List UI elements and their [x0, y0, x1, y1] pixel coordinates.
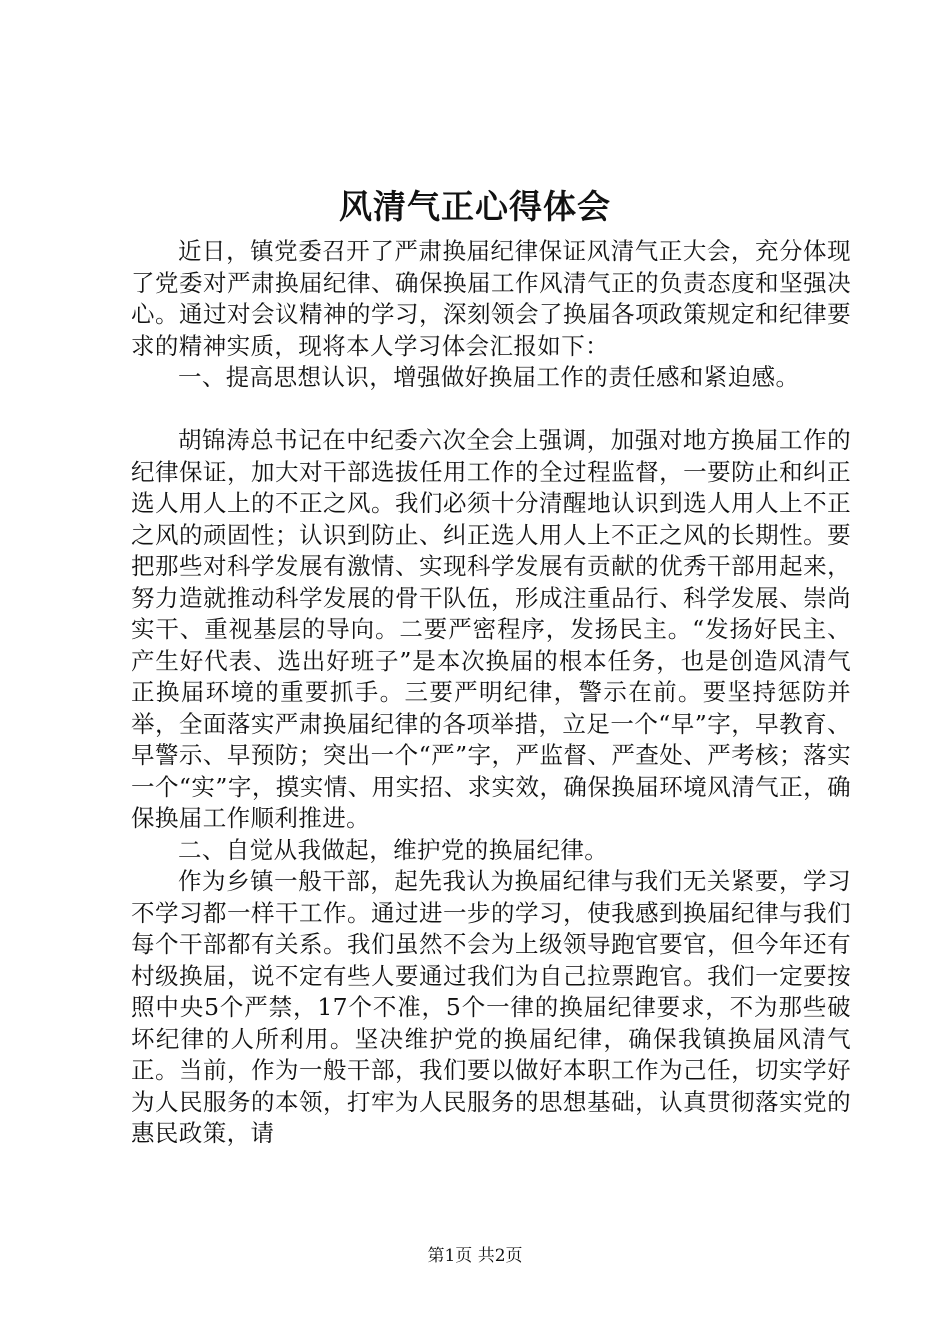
page-footer: 第1页 共2页	[427, 1246, 523, 1266]
section-1-paragraph: 胡锦涛总书记在中纪委六次全会上强调，加强对地方换届工作的纪律保证，加大对干部选拔任用工作的全过程监督，一要防止和纠正选人用人上的不正之风。我们必须十分清醒地认识到选人用人上不正之风的顽固性；认识到防止、纠正选人用人上不正之风的长期性。要把那些对科学发展有激情、实现科学发展有贡献的优秀干部用起来，努力造就推动科学发展的骨干队伍，形成注重品行、科学发展、崇尚实干、重视基层的导向。二要严密程序，发扬民主。“发扬好民主、产生好代表、选出好班子”是本次换届的根本任务，也是创造风清气正换届环境的重要抓手。三要严明纪律，警示在前。要坚持惩防并举，全面落实严肃换届纪律的各项举措，立足一个“早”字，早教育、早警示、早预防；突出一个“严”字，严监督、严查处、严考核；落实一个“实”字，摸实情、用实招、求实效，确保换届环境风清气正，确保换届工作顺利推进。	[131, 426, 851, 832]
intro-paragraph: 近日，镇党委召开了严肃换届纪律保证风清气正大会，充分体现了党委对严肃换届纪律、确保换届工作风清气正的负责态度和坚强决心。通过对会议精神的学习，深刻领会了换届各项政策规定和纪律要求的精神实质，现将本人学习体会汇报如下：	[131, 237, 851, 360]
document-body	[131, 236, 851, 1150]
document-title: 风清气正心得体会	[339, 187, 611, 226]
section-heading-2: 二、自觉从我做起，维护党的换届纪律。	[178, 835, 609, 864]
section-2-paragraph: 作为乡镇一般干部，起先我认为换届纪律与我们无关紧要，学习不学习都一样干工作。通过进一步的学习，使我感到换届纪律与我们每个干部都有关系。我们虽然不会为上级领导跑官要官，但今年还有村级换届，说不定有些人要通过我们为自己拉票跑官。我们一定要按照中央5个严禁，17个不准，5个一律的换届纪律要求，不为那些破坏纪律的人所利用。坚决维护党的换届纪律，确保我镇换届风清气正。当前，作为一般干部，我们要以做好本职工作为己任，切实学好为人民服务的本领，打牢为人民服务的思想基础，认真贯彻落实党的惠民政策，请	[131, 867, 851, 1147]
section-heading-1: 一、提高思想认识，增强做好换届工作的责任感和紧迫感。	[178, 363, 800, 391]
